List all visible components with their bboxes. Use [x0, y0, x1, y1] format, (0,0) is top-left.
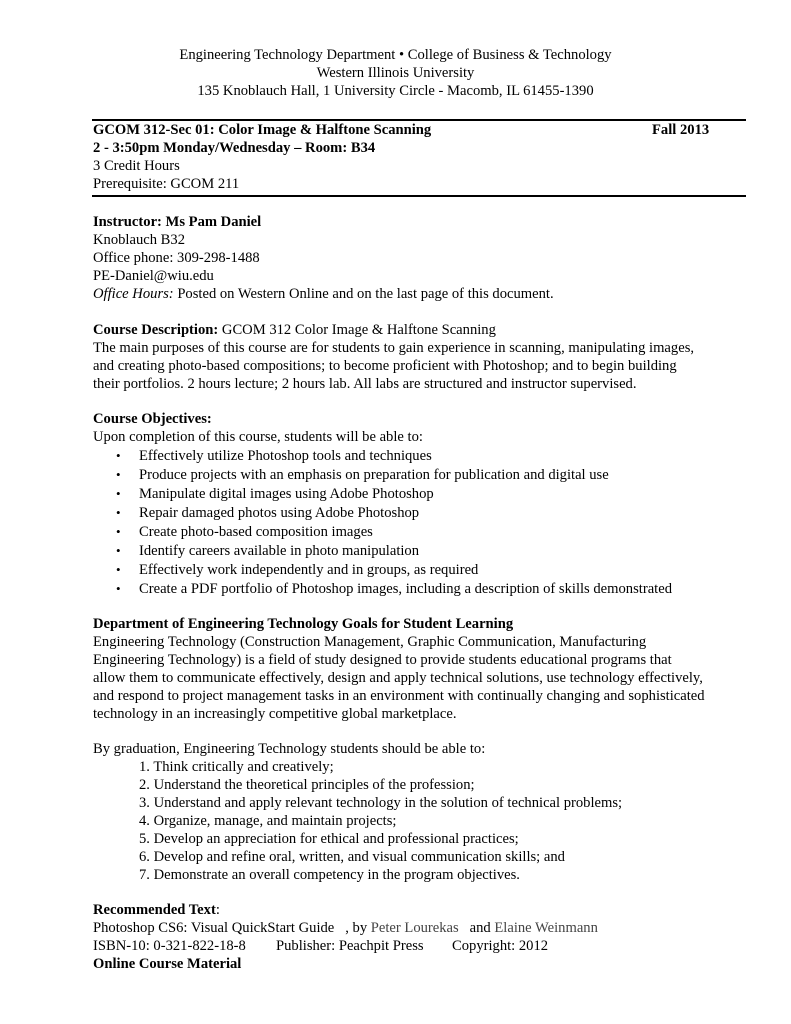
- objective-item: Repair damaged photos using Adobe Photoshop: [139, 505, 420, 521]
- course-credits: 3 Credit Hours: [93, 158, 180, 174]
- objective-item: Manipulate digital images using Adobe Photoshop: [139, 486, 434, 502]
- bullet-icon: •: [116, 581, 121, 596]
- instructor-heading: Instructor: Ms Pam Daniel: [93, 214, 262, 230]
- bullet-icon: •: [116, 562, 121, 577]
- graduation-item: 1. Think critically and creatively;: [139, 759, 334, 775]
- bullet-icon: •: [116, 467, 121, 482]
- book-copyright: Copyright: 2012: [452, 938, 549, 954]
- bullet-icon: •: [116, 505, 121, 520]
- course-term: Fall 2013: [652, 122, 710, 138]
- graduation-item: 4. Organize, manage, and maintain projects;: [139, 813, 397, 829]
- book-isbn: ISBN-10: 0-321-822-18-8: [93, 938, 246, 954]
- objective-item: Effectively work independently and in groups, as required: [139, 562, 479, 578]
- bullet-icon: •: [116, 486, 121, 501]
- objectives-intro: Upon completion of this course, students will be able to:: [93, 429, 423, 445]
- by-text: , by: [334, 920, 371, 936]
- instructor-office: Knoblauch B32: [93, 232, 186, 248]
- objective-item: Create a PDF portfolio of Photoshop images, including a description of skills demonstrated: [139, 581, 672, 597]
- department-line: Engineering Technology Department • College of Business & Technology: [179, 47, 612, 63]
- description-heading: Course Description:: [93, 322, 219, 338]
- book-title: Photoshop CS6: Visual QuickStart Guide: [93, 920, 335, 936]
- and-text: and: [458, 920, 495, 936]
- author-1: Peter Lourekas: [370, 920, 459, 936]
- course-prerequisite: Prerequisite: GCOM 211: [93, 176, 240, 192]
- graduation-intro: By graduation, Engineering Technology students should be able to:: [93, 741, 486, 757]
- instructor-email[interactable]: PE-Daniel@wiu.edu: [93, 268, 214, 284]
- book-publisher: Publisher: Peachpit Press: [276, 938, 424, 954]
- bottom-rule: [92, 195, 746, 197]
- book-line: [93, 919, 598, 937]
- office-hours-text: Posted on Western Online and on the last page of this document.: [173, 286, 554, 302]
- course-title: GCOM 312-Sec 01: Color Image & Halftone Scanning: [93, 122, 432, 138]
- goals-line: Engineering Technology (Construction Management, Graphic Communication, Manufacturing: [93, 634, 647, 650]
- graduation-item: 7. Demonstrate an overall competency in the program objectives.: [139, 867, 520, 883]
- description-line: their portfolios. 2 hours lecture; 2 hours lab. All labs are structured and instructor supervised.: [93, 376, 637, 392]
- goals-line: Engineering Technology) is a field of study designed to provide students educational programs that: [93, 652, 672, 668]
- recommended-text-heading: Recommended Text: [93, 902, 216, 918]
- author-2: Elaine Weinmann: [494, 920, 598, 936]
- goals-line: allow them to communicate effectively, design and apply technical solutions, use technology effectively,: [93, 670, 703, 686]
- course-schedule: 2 - 3:50pm Monday/Wednesday – Room: B34: [93, 140, 376, 156]
- address-line: 135 Knoblauch Hall, 1 University Circle - Macomb, IL 61455-1390: [197, 83, 594, 99]
- bullet-icon: •: [116, 448, 121, 463]
- bullet-icon: •: [116, 524, 121, 539]
- goals-line: technology in an increasingly competitive global marketplace.: [93, 706, 457, 722]
- recommended-text-heading-line: [93, 901, 220, 919]
- instructor-phone: Office phone: 309-298-1488: [93, 250, 260, 266]
- objective-item: Identify careers available in photo manipulation: [139, 543, 420, 559]
- university-line: Western Illinois University: [316, 65, 475, 81]
- goals-heading: Department of Engineering Technology Goals for Student Learning: [93, 616, 514, 632]
- objective-item: Create photo-based composition images: [139, 524, 373, 540]
- graduation-item: 6. Develop and refine oral, written, and visual communication skills; and: [139, 849, 565, 865]
- goals-line: and respond to project management tasks in an environment with continually changing and sophisticated: [93, 688, 705, 704]
- bullet-icon: •: [116, 543, 121, 558]
- online-course-material: Online Course Material: [93, 956, 242, 972]
- graduation-item: 2. Understand the theoretical principles of the profession;: [139, 777, 475, 793]
- description-course-name: GCOM 312 Color Image & Halftone Scanning: [218, 322, 496, 338]
- description-line: and creating photo-based compositions; to become proficient with Photoshop; and to begin building: [93, 358, 677, 374]
- office-hours-label: Office Hours:: [93, 286, 174, 302]
- graduation-item: 3. Understand and apply relevant technology in the solution of technical problems;: [139, 795, 623, 811]
- office-hours-line: [93, 285, 554, 303]
- description-heading-line: [93, 321, 496, 339]
- description-line: The main purposes of this course are for students to gain experience in scanning, manipulating images,: [93, 340, 695, 356]
- heading-colon: :: [215, 902, 220, 918]
- objective-item: Effectively utilize Photoshop tools and techniques: [139, 448, 432, 464]
- graduation-item: 5. Develop an appreciation for ethical and professional practices;: [139, 831, 519, 847]
- objective-item: Produce projects with an emphasis on preparation for publication and digital use: [139, 467, 609, 483]
- objectives-heading: Course Objectives:: [93, 411, 212, 427]
